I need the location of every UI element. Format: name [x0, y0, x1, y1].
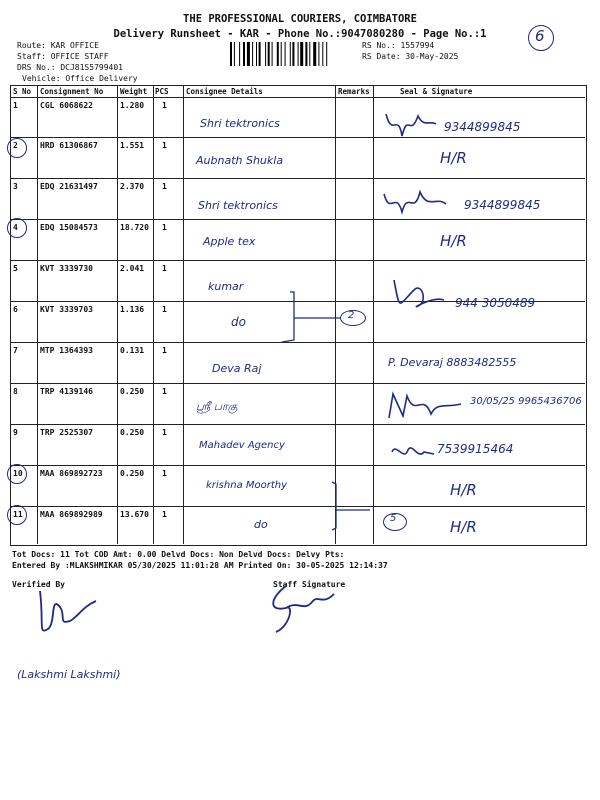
- row-weight: 0.250: [120, 387, 145, 396]
- row-circle-2: [7, 138, 27, 158]
- column-header: Weight: [120, 87, 148, 96]
- row-pcs: 1: [162, 101, 167, 110]
- hw-signature-9: 7539915464: [437, 442, 514, 456]
- barcode-bar: [239, 42, 240, 66]
- row-divider: [10, 178, 585, 179]
- vehicle-label: Vehicle: Office Delivery: [22, 74, 138, 83]
- hw-consignee-4: Apple tex: [203, 235, 256, 248]
- row-sno: 2: [13, 141, 18, 150]
- row-sno: 7: [13, 346, 18, 355]
- row-weight: 0.250: [120, 469, 145, 478]
- row-circle-10: [7, 464, 27, 484]
- barcode-bar: [265, 42, 266, 66]
- hw-signature-10: H/R: [450, 481, 477, 499]
- barcode-bar: [300, 42, 303, 66]
- hw-consignee-1: Shri tektronics: [200, 117, 280, 130]
- verifier-signature: [30, 585, 100, 645]
- column-divider: [153, 85, 154, 544]
- row-consignment: KVT 3339730: [40, 264, 93, 273]
- row-consignment: TRP 2525307: [40, 428, 93, 437]
- signature-scribble-9: [388, 440, 438, 464]
- row-divider: [10, 465, 585, 466]
- staff-label: Staff: OFFICE STAFF: [17, 52, 109, 61]
- row-consignment: KVT 3339703: [40, 305, 93, 314]
- barcode-bar: [243, 42, 245, 66]
- circle-mark-2-text: 2: [348, 310, 355, 321]
- hw-consignee-11: do: [254, 518, 268, 531]
- barcode-bar: [309, 42, 310, 66]
- drs-no-label: DRS No.: DCJ81S5799401: [17, 63, 123, 72]
- row-sno: 6: [13, 305, 18, 314]
- barcode-bar: [290, 42, 291, 66]
- row-sno: 1: [13, 101, 18, 110]
- row-pcs: 1: [162, 141, 167, 150]
- barcode-bar: [318, 42, 319, 66]
- column-divider: [183, 85, 184, 544]
- barcode-bar: [326, 42, 327, 66]
- rs-no-label: RS No.: 1557994: [362, 41, 435, 50]
- hw-consignee-8-tamil: ஸ்ரீ பாகு: [196, 400, 238, 413]
- barcode-bar: [277, 42, 279, 66]
- row-weight: 2.041: [120, 264, 145, 273]
- column-header: Seal & Signature: [400, 87, 473, 96]
- hw-signature-1: 9344899845: [444, 120, 521, 134]
- row-circle-4: [7, 218, 27, 238]
- circle-mark-5-text: 5: [390, 513, 397, 524]
- hw-consignee-3: Shri tektronics: [198, 199, 278, 212]
- row-divider: [10, 506, 585, 507]
- ditto-bracket-2: [330, 480, 390, 540]
- row-sno: 4: [13, 223, 18, 232]
- staff-signature: [264, 582, 344, 638]
- row-pcs: 1: [162, 264, 167, 273]
- staff-signature-label: Staff Signature: [273, 580, 346, 589]
- column-divider: [373, 85, 374, 544]
- barcode-bar: [281, 42, 282, 66]
- route-label: Route: KAR OFFICE: [17, 41, 99, 50]
- barcode-bar: [247, 42, 250, 66]
- row-pcs: 1: [162, 428, 167, 437]
- row-sno: 8: [13, 387, 18, 396]
- barcode-bar: [292, 42, 294, 66]
- barcode: [230, 42, 356, 66]
- barcode-bar: [230, 42, 232, 66]
- row-weight: 1.280: [120, 101, 145, 110]
- runsheet-subtitle: Delivery Runsheet - KAR - Phone No.:9047080280 - Page No.:1: [113, 28, 487, 40]
- hw-signature-4: H/R: [440, 232, 467, 250]
- row-pcs: 1: [162, 469, 167, 478]
- row-pcs: 1: [162, 182, 167, 191]
- row-pcs: 1: [162, 510, 167, 519]
- footer-entered-printed: Entered By :MLAKSHMIKAR 05/30/2025 11:01:28 AM Printed On: 30-05-2025 12:14:37: [12, 561, 388, 570]
- verifier-name: (Lakshmi Lakshmi): [17, 668, 121, 681]
- row-consignment: CGL 6068622: [40, 101, 93, 110]
- row-sno: 3: [13, 182, 18, 191]
- row-sno: 11: [13, 510, 23, 519]
- row-weight: 0.250: [120, 428, 145, 437]
- column-header: Consignment No: [40, 87, 104, 96]
- signature-scribble-8: [385, 388, 465, 428]
- barcode-bar: [256, 42, 257, 66]
- barcode-bar: [313, 42, 316, 66]
- page-mark: 6: [535, 27, 545, 45]
- column-header: S No: [13, 87, 32, 96]
- barcode-bar: [272, 42, 273, 66]
- barcode-bar: [305, 42, 307, 66]
- rs-date-label: RS Date: 30-May-2025: [362, 52, 459, 61]
- row-divider: [10, 219, 585, 220]
- hw-signature-5: 944 3050489: [455, 296, 536, 310]
- row-consignment: HRD 61306867: [40, 141, 98, 150]
- row-consignment: TRP 4139146: [40, 387, 93, 396]
- row-pcs: 1: [162, 346, 167, 355]
- row-pcs: 1: [162, 223, 167, 232]
- row-sno: 9: [13, 428, 18, 437]
- row-consignment: EDQ 21631497: [40, 182, 98, 191]
- barcode-bar: [259, 42, 261, 66]
- hw-signature-7: P. Devaraj 8883482555: [388, 356, 517, 369]
- barcode-bar: [268, 42, 270, 66]
- signature-scribble-5: [388, 276, 448, 316]
- row-consignment: MAA 869892723: [40, 469, 103, 478]
- row-divider: [10, 137, 585, 138]
- barcode-bar: [298, 42, 299, 66]
- column-header: Remarks: [338, 87, 370, 96]
- row-pcs: 1: [162, 387, 167, 396]
- column-divider: [37, 85, 38, 544]
- row-weight: 1.136: [120, 305, 145, 314]
- signature-scribble-1: [380, 108, 440, 142]
- hw-signature-3: 9344899845: [464, 198, 541, 212]
- verified-by-label: Verified By: [12, 580, 65, 589]
- hw-consignee-6: do: [231, 315, 246, 329]
- hw-signature-8: 30/05/25 9965436706: [470, 396, 582, 407]
- signature-scribble-3: [380, 186, 450, 220]
- hw-consignee-5: kumar: [208, 280, 244, 293]
- row-weight: 18.720: [120, 223, 149, 232]
- row-sno: 5: [13, 264, 18, 273]
- header-divider: [10, 97, 585, 98]
- barcode-bar: [234, 42, 235, 66]
- hw-consignee-9: Mahadev Agency: [199, 440, 285, 451]
- row-consignment: MAA 869892989: [40, 510, 103, 519]
- row-weight: 2.370: [120, 182, 145, 191]
- column-header: PCS: [155, 87, 169, 96]
- hw-consignee-2: Aubnath Shukla: [196, 154, 284, 167]
- row-divider: [10, 383, 585, 384]
- barcode-bar: [285, 42, 286, 66]
- row-sno: 10: [13, 469, 23, 478]
- row-divider: [10, 424, 585, 425]
- row-consignment: EDQ 15084573: [40, 223, 98, 232]
- hw-consignee-10: krishna Moorthy: [206, 480, 288, 491]
- row-weight: 13.670: [120, 510, 149, 519]
- hw-signature-2: H/R: [440, 149, 467, 167]
- runsheet-title: THE PROFESSIONAL COURIERS, COIMBATORE: [183, 13, 417, 25]
- row-weight: 1.551: [120, 141, 145, 150]
- column-header: Consignee Details: [186, 87, 263, 96]
- row-pcs: 1: [162, 305, 167, 314]
- barcode-bar: [322, 42, 323, 66]
- row-weight: 0.131: [120, 346, 145, 355]
- row-divider: [10, 260, 585, 261]
- footer-totals: Tot Docs: 11 Tot COD Amt: 0.00 Delvd Docs: Non Delvd Docs: Delvy Pts:: [12, 550, 345, 559]
- row-consignment: MTP 1364393: [40, 346, 93, 355]
- column-divider: [117, 85, 118, 544]
- hw-consignee-7: Deva Raj: [212, 362, 262, 375]
- barcode-bar: [252, 42, 253, 66]
- row-circle-11: [7, 505, 27, 525]
- hw-signature-11: H/R: [450, 518, 477, 536]
